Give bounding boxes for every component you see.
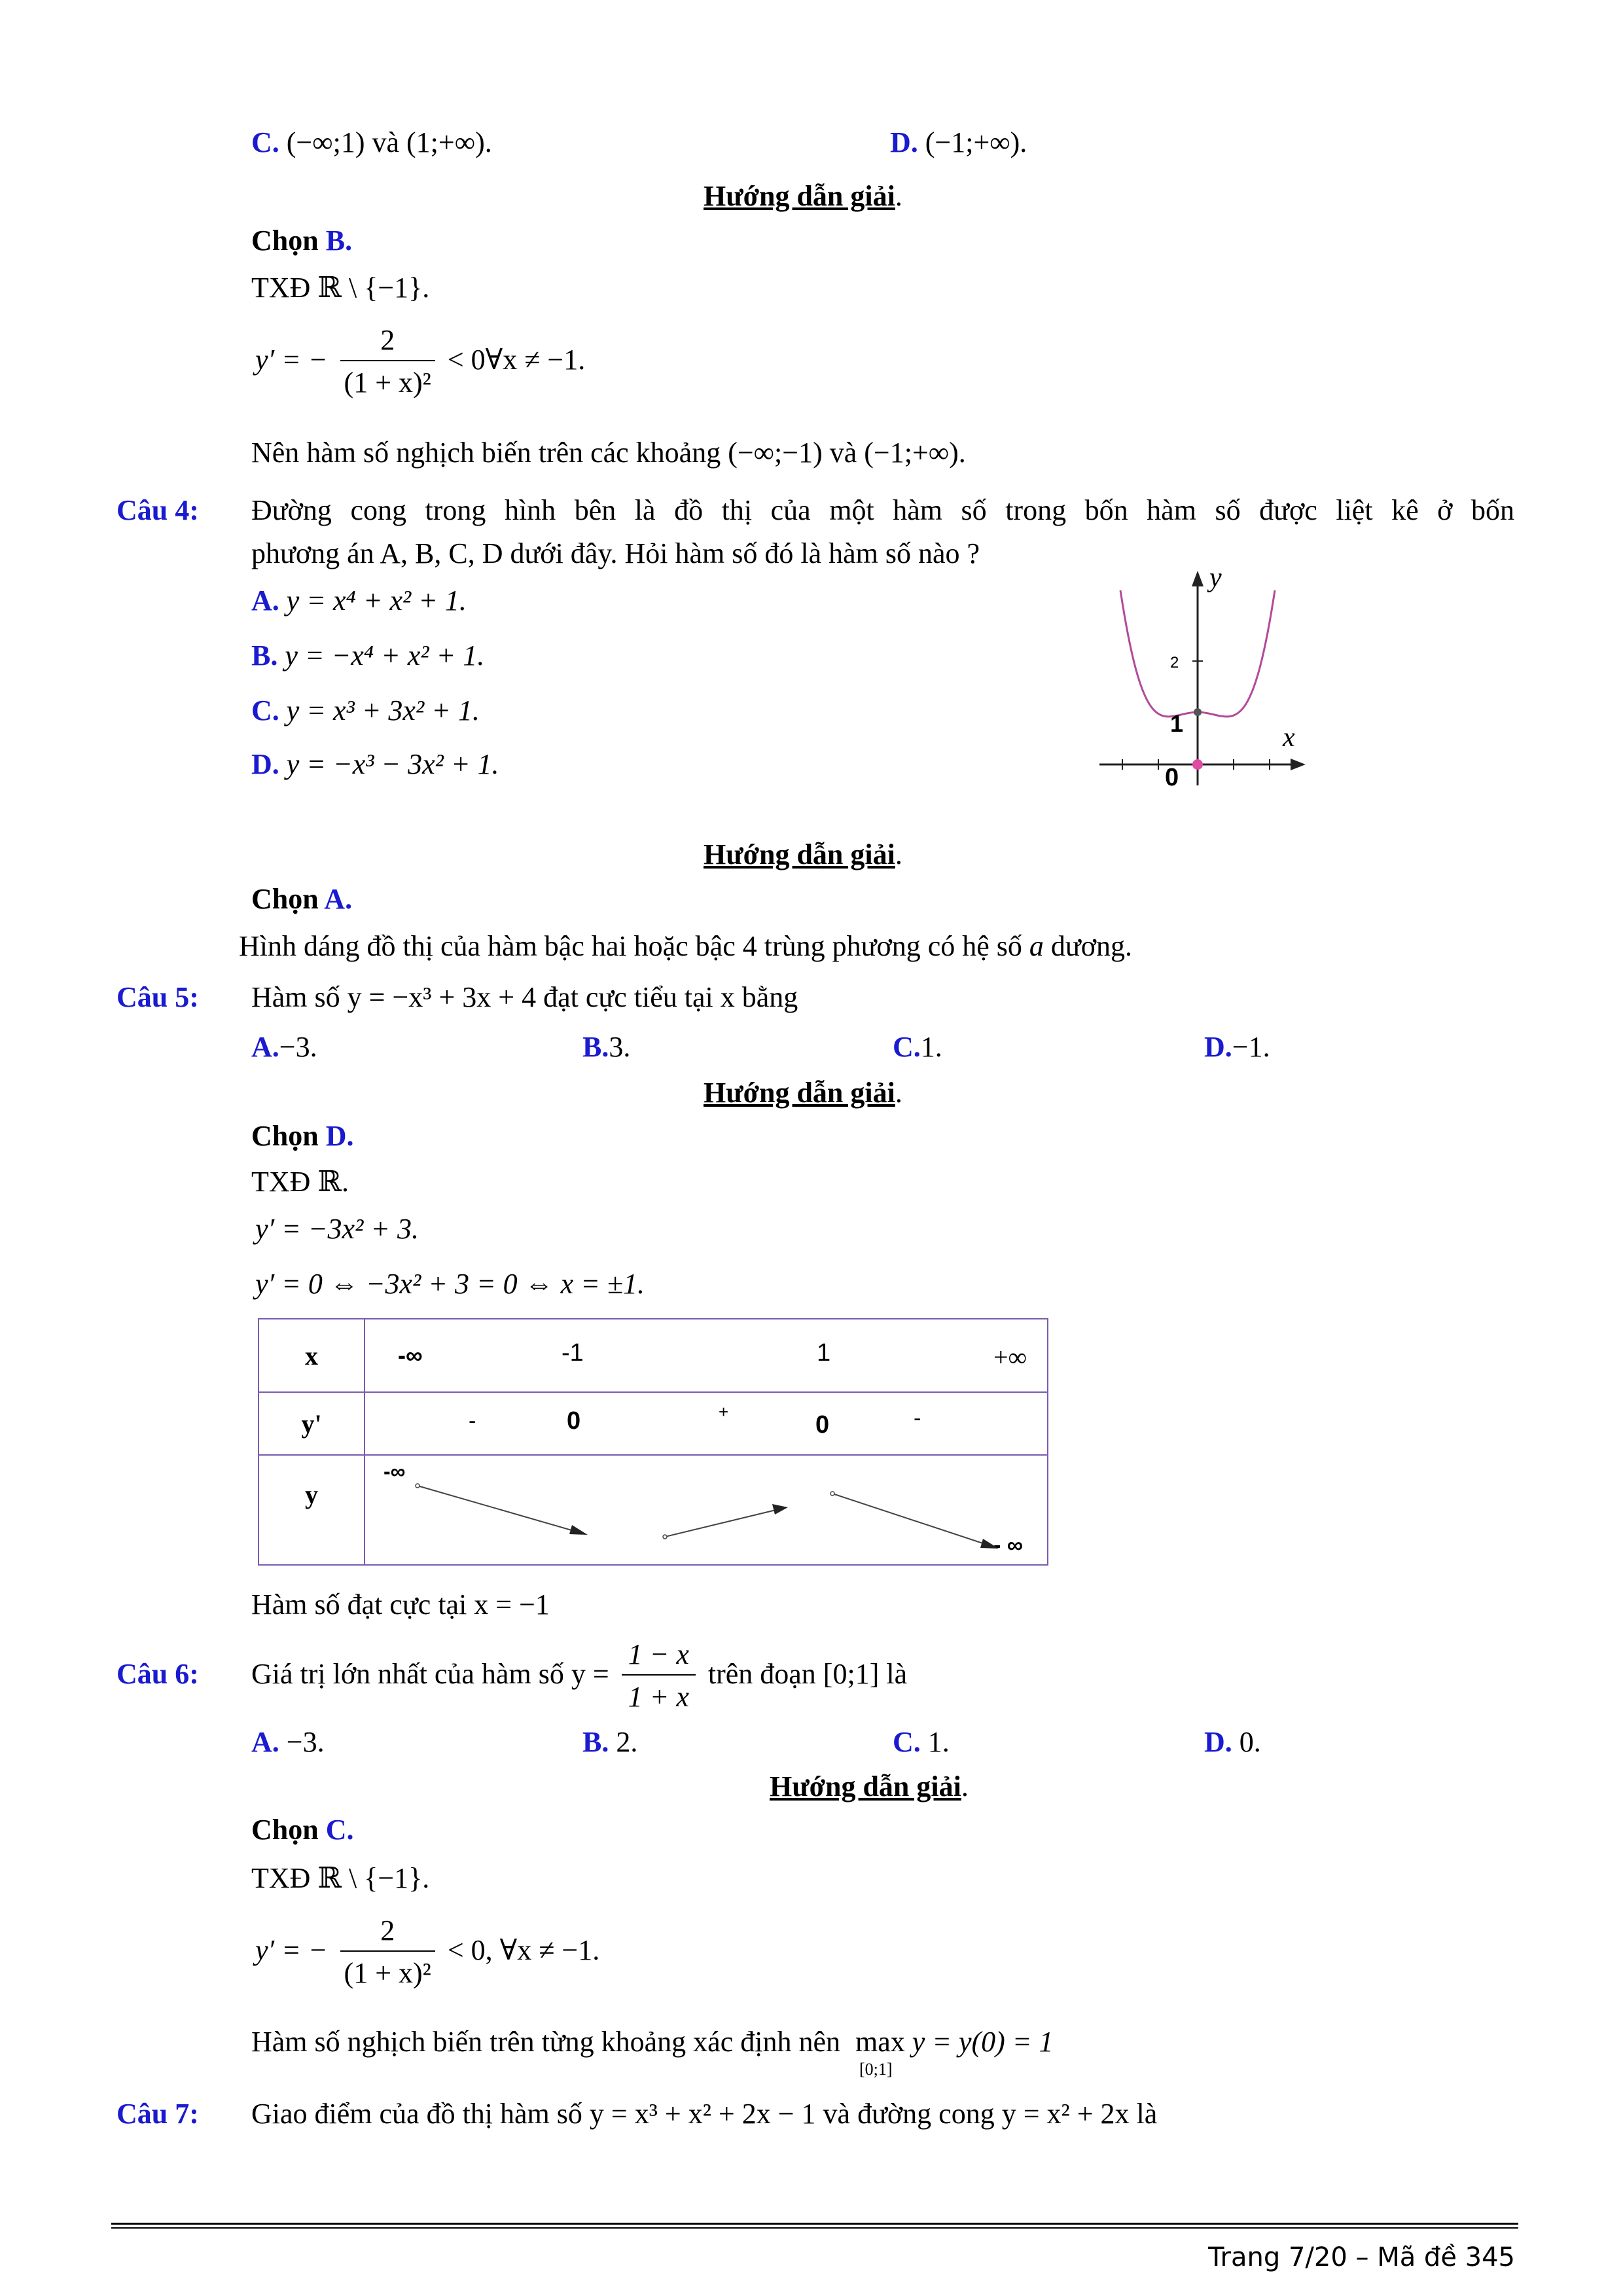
graph-min-point xyxy=(1194,708,1202,716)
vt-yprime-values: - 0 + 0 - xyxy=(365,1392,1048,1455)
q6-answer: Chọn C. xyxy=(251,1814,354,1846)
q6-max-operator: max [0;1] xyxy=(855,2026,905,2079)
q5-option-c: C.1. xyxy=(893,1031,942,1063)
vt-row-x xyxy=(259,1319,1048,1392)
q5-answer: Chọn D. xyxy=(251,1120,354,1152)
q6-derivative-fraction: $\frac{2}{\text{(1 + x)²}}$ xyxy=(340,1911,435,1995)
q6-function-fraction: $\frac{1 - x}{1 + x}$ xyxy=(622,1635,696,1719)
prev-answer: Chọn B. xyxy=(251,224,353,257)
q4-function-graph xyxy=(1093,556,1315,792)
q4-explanation: Hình dáng đồ thị của hàm bậc hai hoặc bậc 4 trùng phương có hệ số a dương. xyxy=(239,930,1133,962)
q6-derivative: y′ = − $\frac{2}{\text{(1 + x)²}}$ < 0, ∀x ≠ −1. xyxy=(255,1911,599,1995)
graph-y-arrow xyxy=(1192,571,1204,586)
graph-x-label: x xyxy=(1283,723,1295,753)
q6-option-c: C. 1. xyxy=(893,1726,950,1758)
prev-option-c: C. (−∞;1) và (1;+∞). xyxy=(251,126,492,158)
vt-x-values: -∞ -1 1 +∞ xyxy=(365,1319,1048,1392)
q4-answer: Chọn A. xyxy=(251,883,353,915)
vt-header-yprime: y' xyxy=(259,1392,365,1455)
q6-label: Câu 6: xyxy=(116,1658,199,1690)
vt-row-yprime xyxy=(259,1392,1048,1455)
prev-conclusion: Nên hàm số nghịch biến trên các khoảng (−∞;−1) và (−1;+∞). xyxy=(251,437,966,469)
q6-option-d: D. 0. xyxy=(1204,1726,1261,1758)
q6-conclusion: Hàm số nghịch biến trên từng khoảng xác định nên max [0;1] y = y(0) = 1 xyxy=(251,2024,1054,2060)
vt-row-y xyxy=(259,1455,1048,1565)
vt-arrow-increasing xyxy=(665,1508,784,1537)
graph-x-arrow xyxy=(1291,759,1306,770)
vt-header-x: x xyxy=(259,1319,365,1392)
q4-option-b: B. y = −x⁴ + x² + 1. xyxy=(251,639,485,672)
prev-derivative: y′ = − $\frac{2}{\text{(1 + x)²}}$ < 0∀x ≠ −1. xyxy=(255,321,585,404)
q5-solve: y′ = 0 ⇔ −3x² + 3 = 0 ⇔ x = ±1. xyxy=(255,1268,645,1300)
vt-arrows xyxy=(365,1456,1050,1567)
q6-option-b: B. 2. xyxy=(582,1726,638,1758)
vt-arrow-decreasing xyxy=(418,1486,585,1534)
q7-text: Giao điểm của đồ thị hàm số y = x³ + x² + 2x − 1 và đường cong y = x² + 2x là xyxy=(251,2098,1158,2130)
q5-option-a: A.−3. xyxy=(251,1031,317,1063)
q4-text-line1: Đường cong trong hình bên là đồ thị của một hàm số trong bốn hàm số được liệt kê ở bốn xyxy=(251,494,1514,526)
q7-label: Câu 7: xyxy=(116,2098,199,2130)
q4-text-line2: phương án A, B, C, D dưới đây. Hỏi hàm số đó là hàm số nào ? xyxy=(251,537,980,569)
footer-divider xyxy=(111,2223,1518,2225)
footer-divider-thin xyxy=(111,2227,1518,2229)
vt-arrow-decreasing-2 xyxy=(832,1494,995,1547)
q4-guide-heading: Hướng dẫn giải. xyxy=(704,838,902,870)
prev-domain: TXĐ ℝ \ {−1}. xyxy=(251,272,430,304)
q5-label: Câu 5: xyxy=(116,981,199,1013)
q6-guide-heading: Hướng dẫn giải. xyxy=(770,1770,969,1803)
prev-derivative-fraction: $\frac{2}{\text{(1 + x)²}}$ xyxy=(340,321,435,404)
q5-derivative: y′ = −3x² + 3. xyxy=(255,1213,419,1245)
prev-guide-heading: Hướng dẫn giải. xyxy=(704,180,902,212)
vt-y-values: -∞ - ∞ xyxy=(365,1455,1048,1565)
q4-option-c: C. y = x³ + 3x² + 1. xyxy=(251,694,480,726)
prev-option-d: D. (−1;+∞). xyxy=(890,126,1027,158)
graph-origin-label: 0 xyxy=(1165,764,1179,791)
q5-domain: TXĐ ℝ. xyxy=(251,1166,349,1198)
graph-tick-2: 2 xyxy=(1170,654,1179,672)
q6-text: Giá trị lớn nhất của hàm số y = $\frac{1 - x}{1 + x}$ trên đoạn [0;1] là xyxy=(251,1635,907,1719)
q5-text: Hàm số y = −x³ + 3x + 4 đạt cực tiểu tại x bằng xyxy=(251,981,798,1013)
page-footer: Trang 7/20 – Mã đề 345 xyxy=(1207,2242,1515,2272)
graph-tick-1: 1 xyxy=(1170,710,1184,737)
graph-origin-point xyxy=(1192,759,1203,770)
q5-guide-heading: Hướng dẫn giải. xyxy=(704,1077,902,1109)
q6-domain: TXĐ ℝ \ {−1}. xyxy=(251,1862,430,1894)
q6-option-a: A. −3. xyxy=(251,1726,325,1758)
q5-option-d: D.−1. xyxy=(1204,1031,1270,1063)
q4-option-d: D. y = −x³ − 3x² + 1. xyxy=(251,748,499,780)
q5-option-b: B.3. xyxy=(582,1031,631,1063)
vt-header-y: y xyxy=(259,1455,365,1565)
q5-conclusion: Hàm số đạt cực tại x = −1 xyxy=(251,1588,550,1621)
q5-variation-table xyxy=(258,1318,1048,1566)
q4-label: Câu 4: xyxy=(116,494,199,526)
graph-y-label: y xyxy=(1209,563,1222,593)
q4-option-a: A. y = x⁴ + x² + 1. xyxy=(251,584,467,617)
